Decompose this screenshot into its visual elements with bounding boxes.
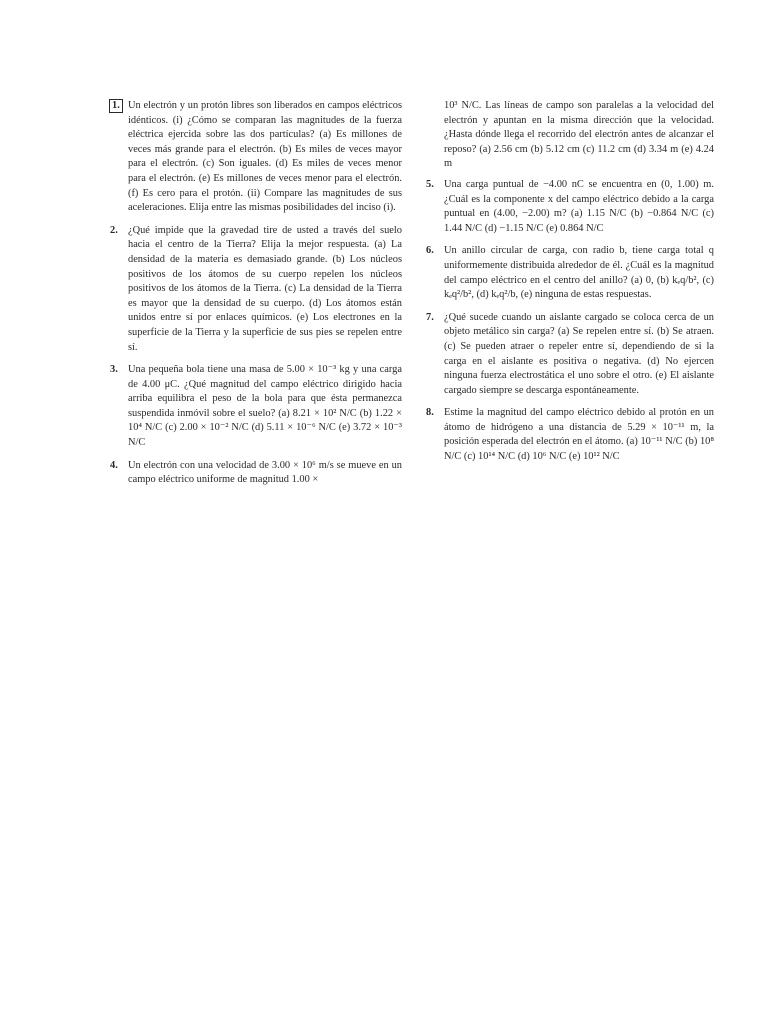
question-3 bbox=[110, 363, 402, 451]
question-text: ¿Qué impide que la gravedad tire de usted a través del suelo hacia el centro de la Tierra? Elija la mejor respuesta. (a) La densidad de la materia es demasiado grande. (b) Los núcleos positivos de los átomos de su cuerpo repelen los núcleos positivos de los átomos de la Tierra. (c) La densidad de la Tierra es mayor que la densidad de su cuerpo. (d) Los átomos están unidos entre sí por enlaces químicos. (e) Los electrones en la superficie de la Tierra y la superficie de sus pies se repelen entre sí. bbox=[128, 224, 402, 353]
question-2 bbox=[110, 224, 402, 355]
question-8 bbox=[426, 406, 714, 464]
question-text: Estime la magnitud del campo eléctrico debido al protón en un átomo de hidrógeno a una distancia de 5.29 × 10⁻¹¹ m, la posición esperada del electrón en el átomo. (a) 10⁻¹¹ N/C (b) 10⁸ N/C (c) 10¹⁴ N/C (d) 10⁶ N/C (e) 10¹² N/C bbox=[444, 407, 714, 463]
question-number: 7. bbox=[426, 311, 434, 323]
question-text: ¿Qué sucede cuando un aislante cargado se coloca cerca de un objeto metálico sin carga? (a) Se repelen entre sí. (b) Se atraen. (c) Se pueden atraer o repeler entre sí, dependiendo de si la carga en el aislante es positiva o negativa. (d) No ejercen ninguna fuerza electrostática el uno sobre el otro. (e) El aislante cargado siempre se descarga espontáneamente. bbox=[444, 311, 714, 396]
question-number: 4. bbox=[110, 459, 118, 471]
question-number: 6. bbox=[426, 245, 434, 257]
question-text: Un anillo circular de carga, con radio b, tiene carga total q uniformemente distribuida alrededor de él. ¿Cuál es la magnitud del campo eléctrico en el centro del anillo? (a) 0, (b) kₑq/b², (c) kₑq²/b², (d) kₑq²/b, (e) ninguna de estas respuestas. bbox=[444, 245, 714, 301]
question-text: Una pequeña bola tiene una masa de 5.00 × 10⁻³ kg y una carga de 4.00 μC. ¿Qué magnitud del campo eléctrico dirigido hacia arriba equilibra el peso de la bola para que ésta permanezca suspendida inmóvil sobre el suelo? (a) 8.21 × 10² N/C (b) 1.22 × 10⁴ N/C (c) 2.00 × 10⁻² N/C (d) 5.11 × 10⁻⁶ N/C (e) 3.72 × 10⁻³ N/C bbox=[128, 364, 402, 449]
question-number: 2. bbox=[110, 224, 118, 236]
question-number: 3. bbox=[110, 364, 118, 376]
question-text: Un electrón y un protón libres son liberados en campos eléctricos idénticos. (i) ¿Cómo se comparan las magnitudes de la fuerza eléctrica ejercida sobre las dos partículas? (a) Es millones de veces más grande para el electrón. (b) Es miles de veces mayor para el electrón. (c) Son iguales. (d) Es miles de veces menor para el electrón. (e) Es millones de veces menor para el electrón. (f) Es cero para el protón. (ii) Compare las magnitudes de sus aceleraciones. Elija entre las mismas posibilidades del inciso (i). bbox=[128, 100, 402, 214]
question-6 bbox=[426, 244, 714, 302]
question-4-continuation: 10³ N/C. Las líneas de campo son paralelas a la velocidad del electrón y apuntan en la misma dirección que la velocidad. ¿Hasta dónde llega el recorrido del electrón antes de alcanzar el reposo? (a) 2.56 cm (b) 5.12 cm (c) 11.2 cm (d) 3.34 m (e) 4.24 m bbox=[444, 100, 714, 170]
left-column bbox=[110, 99, 402, 496]
question-1 bbox=[110, 99, 402, 216]
question-number: 1. bbox=[109, 99, 123, 113]
question-text: Un electrón con una velocidad de 3.00 × 10⁶ m/s se mueve en un campo eléctrico uniforme de magnitud 1.00 × bbox=[128, 459, 402, 486]
question-number: 8. bbox=[426, 407, 434, 419]
question-5 bbox=[426, 178, 714, 236]
question-text: Una carga puntual de −4.00 nC se encuentra en (0, 1.00) m. ¿Cuál es la componente x del campo eléctrico debido a la carga puntual en (4.00, −2.00) m? (a) 1.15 N/C (b) −0.864 N/C (c) 1.44 N/C (d) −1.15 N/C (e) 0.864 N/C bbox=[444, 178, 714, 234]
question-7 bbox=[426, 311, 714, 399]
right-column bbox=[426, 99, 714, 473]
question-4 bbox=[110, 459, 402, 488]
question-number: 5. bbox=[426, 178, 434, 190]
